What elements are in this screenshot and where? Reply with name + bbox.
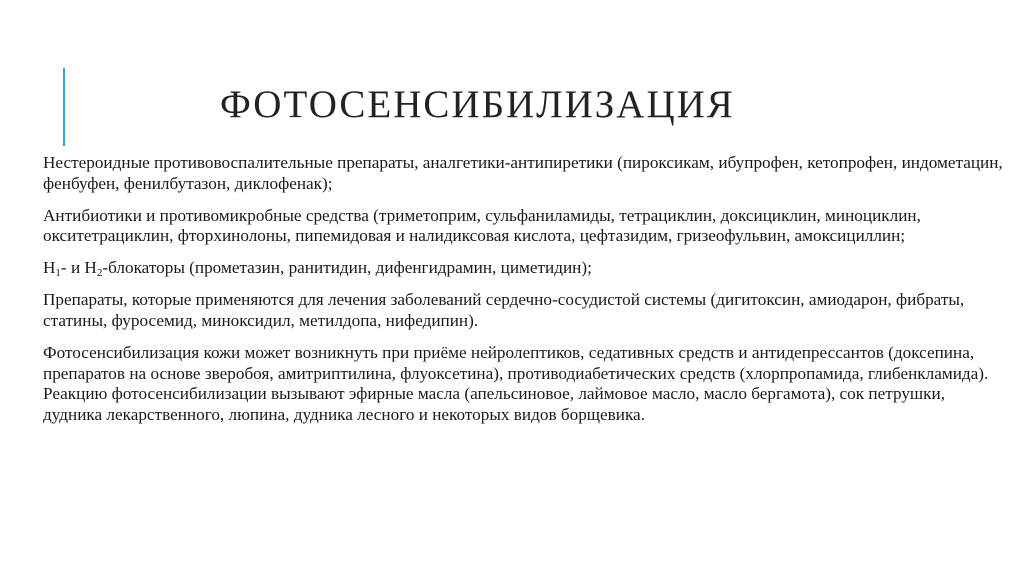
h2-subscript: 2 xyxy=(96,267,103,280)
slide-title: ФОТОСЕНСИБИЛИЗАЦИЯ xyxy=(220,83,735,126)
paragraph-antibiotics: Антибиотики и противомикробные средства (триметоприм, сульфаниламиды, тетрациклин, доксициклин, миноциклин, окситетрациклин, фторхинолоны, пипемидовая и налидиксовая кислота, цефтазидим, гризеофульвин, амоксициллин; xyxy=(43,205,921,246)
h-blockers-rest: -блокаторы (прометазин, ранитидин, дифенгидрамин, циметидин); xyxy=(102,258,592,278)
slide-body xyxy=(43,153,1003,437)
paragraph-skin-photosensitization: Фотосенсибилизация кожи может возникнуть при приёме нейролептиков, седативных средств и антидепрессантов (доксепина, препаратов на основе зверобоя, амитриптилина, флуоксетина), противодиабетических средств (хлорпропамида, глибенкламида). Реакцию фотосенсибилизации вызывают эфирные масла (апельсиновое, лаймовое масло, масло бергамота), сок петрушки, дудника лекарственного, люпина, дудника лесного и некоторых видов борщевика. xyxy=(43,343,989,424)
h1-base: H xyxy=(43,258,56,278)
h-blockers-middle: - и H xyxy=(60,258,97,278)
paragraph-cardiovascular: Препараты, которые применяются для лечения заболеваний сердечно-сосудистой системы (дигитоксин, амиодарон, фибраты, статины, фуросемид, миноксидил, метилдопа, нифедипин). xyxy=(43,290,965,331)
h1-subscript: 1 xyxy=(55,267,61,280)
paragraph-nsaids: Нестероидные противовоспалительные препараты, аналгетики-антипиретики (пироксикам, ибупрофен, кетопрофен, индометацин, фенбуфен, фенилбутазон, диклофенак); xyxy=(43,153,1003,193)
paragraph-h-blockers xyxy=(43,258,1003,279)
title-accent-bar xyxy=(63,68,65,146)
